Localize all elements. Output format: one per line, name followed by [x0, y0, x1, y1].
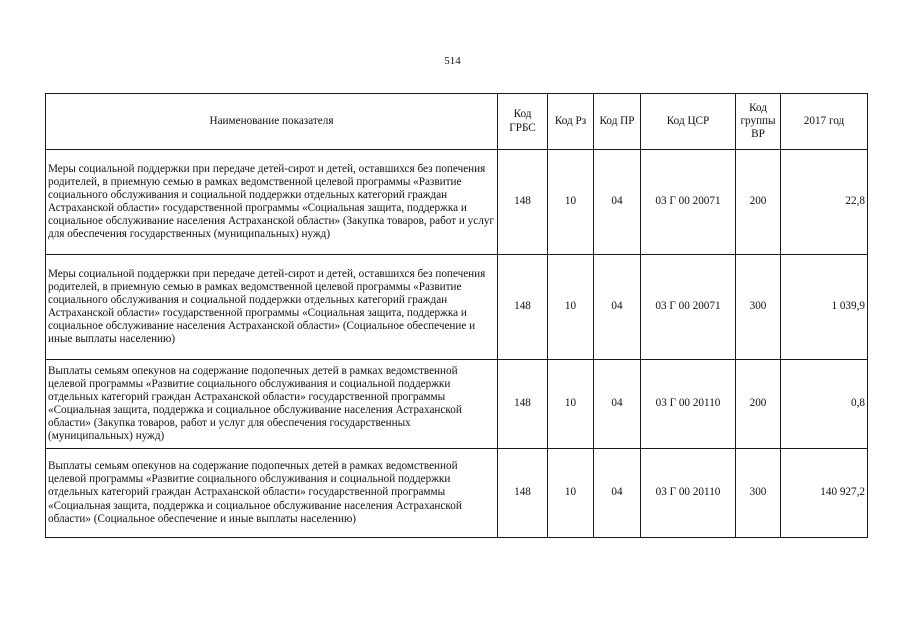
header-year: 2017 год [781, 94, 868, 150]
table-row [46, 255, 868, 360]
row-amount: 22,8 [781, 150, 868, 255]
row-vr: 300 [736, 449, 781, 538]
row-amount: 140 927,2 [781, 449, 868, 538]
header-rz: Код Рз [548, 94, 594, 150]
row-pr: 04 [594, 449, 641, 538]
row-pr: 04 [594, 150, 641, 255]
table-row [46, 449, 868, 538]
row-rz: 10 [548, 449, 594, 538]
row-name: Меры социальной поддержки при передаче детей-сирот и детей, оставшихся без попечения родителей, в приемную семью в рамках ведомственной целевой программы «Развитие социального обслуживания и социальной поддержки отдельных категорий граждан Астраханской области» государственной программы «Социальная защита, поддержка и социальное обслуживание населения Астраханской области» (Закупка товаров, работ и услуг для обеспечения государственных (муниципальных) нужд) [46, 150, 498, 255]
row-name: Выплаты семьям опекунов на содержание подопечных детей в рамках ведомственной целевой программы «Развитие социального обслуживания и социальной поддержки отдельных категорий граждан Астраханской области» государственной программы «Социальная защита, поддержка и социальное обслуживание населения Астраханской области» (Социальное обеспечение и иные выплаты населению) [46, 449, 498, 538]
row-rz: 10 [548, 150, 594, 255]
header-csr: Код ЦСР [641, 94, 736, 150]
row-vr: 200 [736, 150, 781, 255]
row-grbs: 148 [498, 360, 548, 449]
table-row [46, 360, 868, 449]
row-grbs: 148 [498, 150, 548, 255]
header-vr: Код группы ВР [736, 94, 781, 150]
row-name: Выплаты семьям опекунов на содержание подопечных детей в рамках ведомственной целевой программы «Развитие социального обслуживания и социальной поддержки отдельных категорий граждан Астраханской области» государственной программы «Социальная защита, поддержка и социальное обслуживание населения Астраханской области» (Закупка товаров, работ и услуг для обеспечения государственных (муниципальных) нужд) [46, 360, 498, 449]
row-rz: 10 [548, 360, 594, 449]
row-csr: 03 Г 00 20110 [641, 360, 736, 449]
row-csr: 03 Г 00 20071 [641, 150, 736, 255]
row-amount: 0,8 [781, 360, 868, 449]
header-name: Наименование показателя [46, 94, 498, 150]
row-pr: 04 [594, 360, 641, 449]
row-pr: 04 [594, 255, 641, 360]
budget-table [45, 93, 868, 538]
header-pr: Код ПР [594, 94, 641, 150]
row-csr: 03 Г 00 20110 [641, 449, 736, 538]
page-number: 514 [444, 55, 461, 67]
header-grbs: Код ГРБС [498, 94, 548, 150]
row-amount: 1 039,9 [781, 255, 868, 360]
row-vr: 300 [736, 255, 781, 360]
row-rz: 10 [548, 255, 594, 360]
table-header-row [46, 94, 868, 150]
row-grbs: 148 [498, 255, 548, 360]
row-grbs: 148 [498, 449, 548, 538]
row-vr: 200 [736, 360, 781, 449]
row-csr: 03 Г 00 20071 [641, 255, 736, 360]
table-row [46, 150, 868, 255]
row-name: Меры социальной поддержки при передаче детей-сирот и детей, оставшихся без попечения родителей, в приемную семью в рамках ведомственной целевой программы «Развитие социального обслуживания и социальной поддержки отдельных категорий граждан Астраханской области» государственной программы «Социальная защита, поддержка и социальное обслуживание населения Астраханской области» (Социальное обеспечение и иные выплаты населению) [46, 255, 498, 360]
